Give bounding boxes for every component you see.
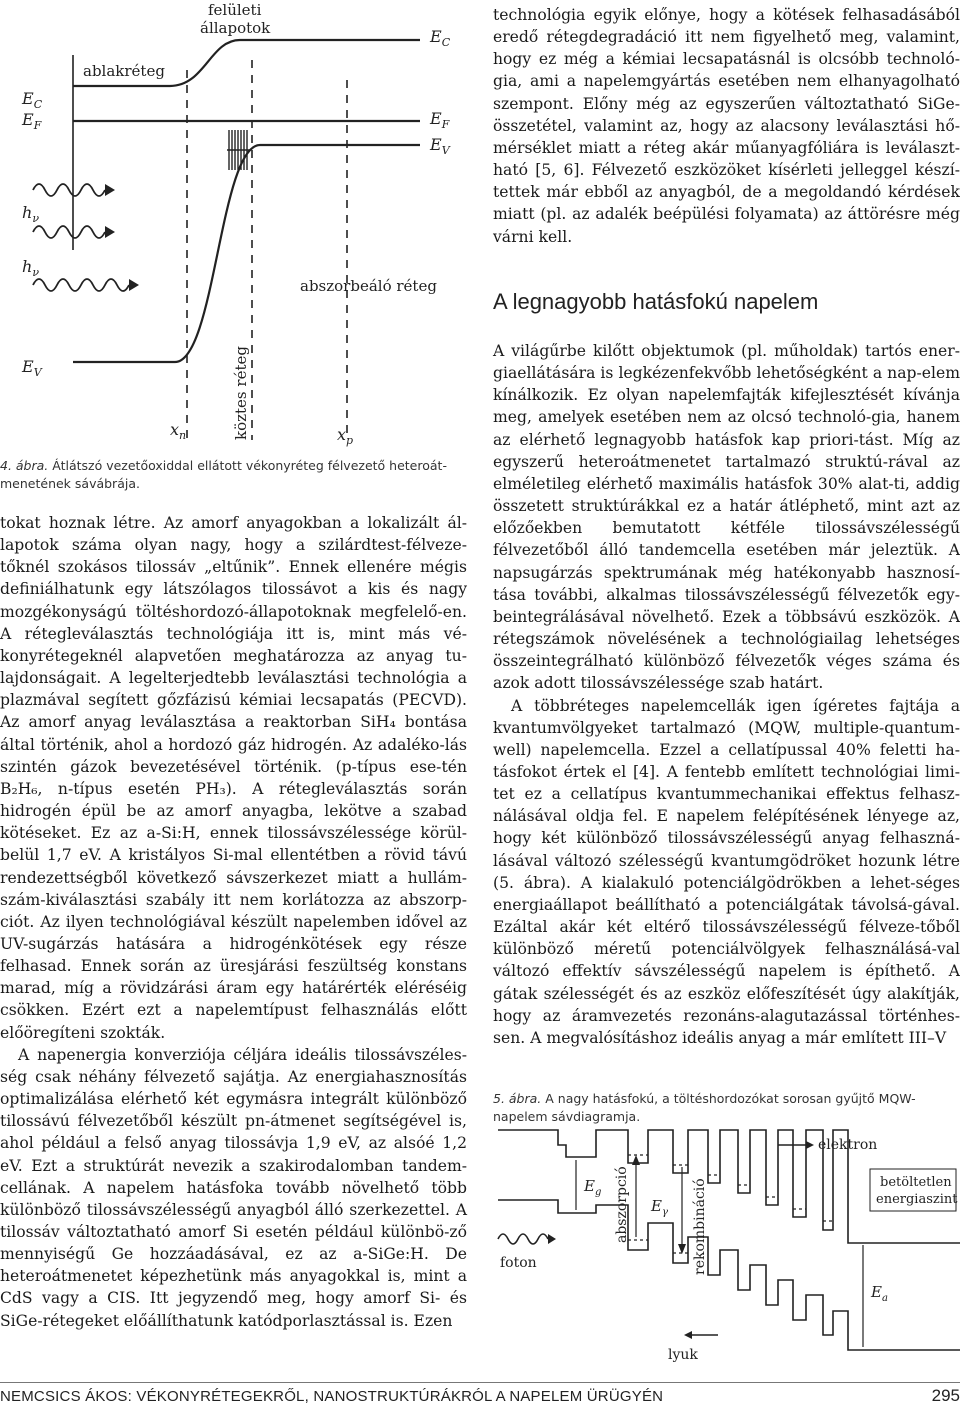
label-ev-left: $E_V$	[22, 357, 42, 379]
label-hv-1: $h_\nu$	[22, 203, 39, 225]
footer-running-title: NEMCSICS ÁKOS: VÉKONYRÉTEGEKRŐL, NANOSTRUKTÚRÁKRÓL A NAPELEM ÜRÜGYÉN	[0, 1388, 664, 1405]
label-recombination: rekombináció	[692, 1178, 708, 1275]
left-column	[0, 512, 467, 1332]
photon-arrowheads	[105, 184, 139, 291]
label-ev-right: $E_V$	[430, 135, 450, 157]
mqw-band-diagram	[488, 1125, 960, 1365]
label-eg: $E_g$	[584, 1177, 602, 1198]
label-electron: elektron	[818, 1137, 878, 1153]
electron-arrowhead	[806, 1141, 814, 1149]
right-paragraph-1: technológia egyik előnye, hogy a kötések felhasadásából eredő rétegdegradáció itt nem figyelhető meg, valamint, hogy ez még a kémiai lecsapatásnál is olcsóbb technoló-gia, ami a napelemgyártás esetében nem elhanyagolható szempont. Előny még az egyszerűen változtatható SiGe-összetétel, valamint az, hogy az alacsony leválasztási hő-mérséklet miatt a réteg akár műanyagfóliára is leválaszt-ható [5, 6]. Félvezető eszközöket kísérleti jelleggel készí-tettek már ebből az anyagból, de a megoldandó kérdések miatt (pl. az adalék beépülési folyamata) az áttörésre még várni kell.	[493, 6, 960, 246]
valence-band-curve	[73, 145, 420, 362]
label-egamma: $E_\gamma$	[651, 1197, 668, 1218]
left-paragraph-2: A napenergia konverziója céljára ideális tilossávszéles-ség csak néhány félvezető sajátja. Az energiahasznosítás optimalizálása elérhető két egymásra integrált különböző tilossávú félvezetőből készült pn-átmenet segítségével is, ahol például a felső anyag tilossávja 1,9 eV, az alsóé 1,2 eV. Ezt a struktúrát nevezik a szakirodalomban tandem-cellának. A napelem hatásfoka tovább növelhető több különböző tilossávszélességű anyagból álló szerkezettel. A tilossáv változtatható amorf Si esetén például különbö-ző mennyiségű Ge hozzáadásával, ez az a-SiGe:H. De heteroátmenetet képezhetünk más anyagokkal is, mint a CdS vagy a CIS. Itt jegyzendő meg, hogy amorf Si- és SiGe-rétegeket előállíthatunk katódporlasztással is. Ezen	[0, 1045, 467, 1330]
figure-4-caption-text: Átlátszó vezetőoxiddal ellátott vékonyréteg félvezető heteroát-menetének sávábrája.	[0, 458, 447, 491]
label-photon: foton	[500, 1255, 537, 1271]
page-number: 295	[931, 1386, 960, 1405]
photon-wave-icon	[498, 1234, 548, 1244]
label-absorber-layer: abszorbeáló réteg	[300, 277, 437, 295]
figure-5	[488, 1125, 960, 1365]
label-hv-2: $h_\nu$	[22, 257, 39, 279]
photon-arrowhead	[548, 1234, 556, 1244]
label-xn: $x_n$	[170, 420, 187, 442]
figure-5-caption-number: 5. ábra.	[493, 1091, 542, 1106]
label-absorption: abszorpció	[614, 1166, 630, 1243]
absorption-arrowhead	[632, 1155, 640, 1165]
label-interlayer: köztes réteg	[232, 346, 250, 440]
section-title: A legnagyobb hatásfokú napelem	[493, 289, 819, 314]
valence-band-steps	[498, 1200, 960, 1350]
figure-5-caption-text: A nagy hatásfokú, a töltéshordozókat sorosan gyűjtő MQW-napelem sávdiagramja.	[493, 1091, 916, 1124]
figure-4-caption	[0, 457, 470, 493]
label-xp: $x_p$	[337, 425, 354, 447]
left-paragraph-1: tokat hoznak létre. Az amorf anyagokban a lokalizált ál-lapotok száma olyan nagy, hogy a szilárdtest-félveze-tőknél szokásos tilossáv „eltűnik”. Ennek ellenére mégis definiálhatunk egy látszólagos tilossávot a kis és nagy mozgékonyságú töltéshordozó-állapotoknak megfelelő-en. A rétegleválasztás technológiája itt is, mint más vé-konyrétegeknél alapvetően meghatározza az anyag tu-lajdonságait. A legelterjedtebb leválasztási technológia a plazmával segített gőzfázisú kémiai lecsapatás (PECVD). Az amorf anyag leválasztása a reaktorban SiH₄ bontása által történik, ahol a hordozó gáz hidrogén. Az adaléko-lás szintén gázok bevezetésével történik. (p-típus ese-tén B₂H₆, n-típus esetén PH₃). A rétegleválasztás során hidrogén épül be az amorf anyagba, lekötve a szabad kötéseket. Ez az a-Si:H, ennek tilossávszélessége körül-belül 1,7 eV. A kristályos Si-mal ellentétben a rövid távú rendezettségből következő sávszerkezet miatt a hullám-szám-kiválasztási szabály itt nem korlátozza az abszorp-ciót. Az ilyen technológiával készült napelemben idővel az UV-sugárzás hatására a hidrogénkötések egy része felhasad. Ennek során az üresjárási feszültség konstans marad, míg a rövidzárási áram egy határérték eléréséig csökken. Ezért ezt a napelemtípust felhasználás előtt előöregíteni szokták.	[0, 514, 467, 1042]
label-ec-left: $E_C$	[22, 89, 43, 111]
footer-rule	[0, 1382, 960, 1383]
right-column-body	[493, 340, 960, 1049]
page-footer	[0, 1388, 960, 1410]
region-boundaries	[187, 60, 347, 440]
figure-4	[0, 0, 470, 450]
label-unoccupied-2: energiaszint	[876, 1192, 958, 1207]
photon-wave-icons	[33, 184, 129, 291]
label-surface-states-2: állapotok	[200, 19, 271, 37]
label-surface-states-1: felületi	[208, 1, 262, 19]
hole-arrowhead	[684, 1331, 692, 1339]
label-ec-right: $E_C$	[430, 27, 451, 49]
label-ef-right: $E_F$	[430, 109, 450, 131]
figure-4-caption-number: 4. ábra.	[0, 458, 49, 473]
label-hole: lyuk	[668, 1347, 698, 1363]
label-ef-left: $E_F$	[22, 110, 42, 132]
figure-5-caption	[493, 1090, 960, 1126]
band-diagram-fig4	[0, 0, 470, 450]
label-window-layer: ablakréteg	[83, 62, 165, 80]
label-ea: $E_a$	[871, 1283, 888, 1304]
right-column	[493, 0, 960, 248]
right-paragraph-2: A világűrbe kilőtt objektumok (pl. műholdak) tartós ener-giaellátására is legkézenfekvőbb lehetőségként a nap-elem kínálkozik. Ez olyan napelemfajták kifejlesztését kívánja meg, amelyek esetében nem az olcsó technoló-gia, hanem az elérhető legnagyobb hatásfok kap priori-tást. Míg az egyszerű heteroátmenetet tartalmazó struktú-rával az elméletileg elérhető maximális hatásfok 30% alat-ti, addig összetett struktúrákkal ez a határ átléphető, mint azt az előzőekben bemutatott kétféle tilossávszélességű félvezetőből álló tandemcella esetében már jeleztük. A napsugárzás spektrumának még hatékonyabb hasznosí-tása további, alkalmas tilossávszélességű félvezetők egy-beintegrálásával növelhető. Ezek a többsávú eszközök. A rétegszámok növelésének a technológiailag lehetséges összeintegrálható különböző félvezetők véges száma és azok adott tilossávszélessége szab határt.	[493, 342, 960, 693]
right-paragraph-3: A többréteges napelemcellák igen ígéretes fajtája a kvantumvölgyeket tartalmazó (MQW, multiple-quantum-well) napelemcella. Ezzel a cellatípussal 40% feletti ha-tásfokot értek el [4]. A fentebb említett technológiai limi-tet ez a cellatípus kvantummechanikai effektus felhasz-nálásával oldja fel. E napelem felépítésének lényege az, hogy két különböző tilossávszélességű anyag felhaszná-lásával változó szélességű kvantumgödröket hozunk létre (5. ábra). A kialakuló potenciálgödrökben a lehet-séges energiaállapot beállítható a potenciálgátak távolsá-gával. Ezáltal akár két eltérő tilossávszélességű félveze-tőből különböző méretű potenciálvölgyek felhasználásá-val változó effektív sávszélességű napelem is építhető. A gátak szélességét és az eszköz előfeszítését úgy alakítják, hogy az áramvezetés rezonáns-alagutazással történhes-sen. A megvalósításhoz ideális anyag a már említett III–V	[493, 696, 960, 1047]
label-unoccupied-1: betöltetlen	[880, 1175, 952, 1190]
surface-states-ticks	[227, 130, 250, 170]
